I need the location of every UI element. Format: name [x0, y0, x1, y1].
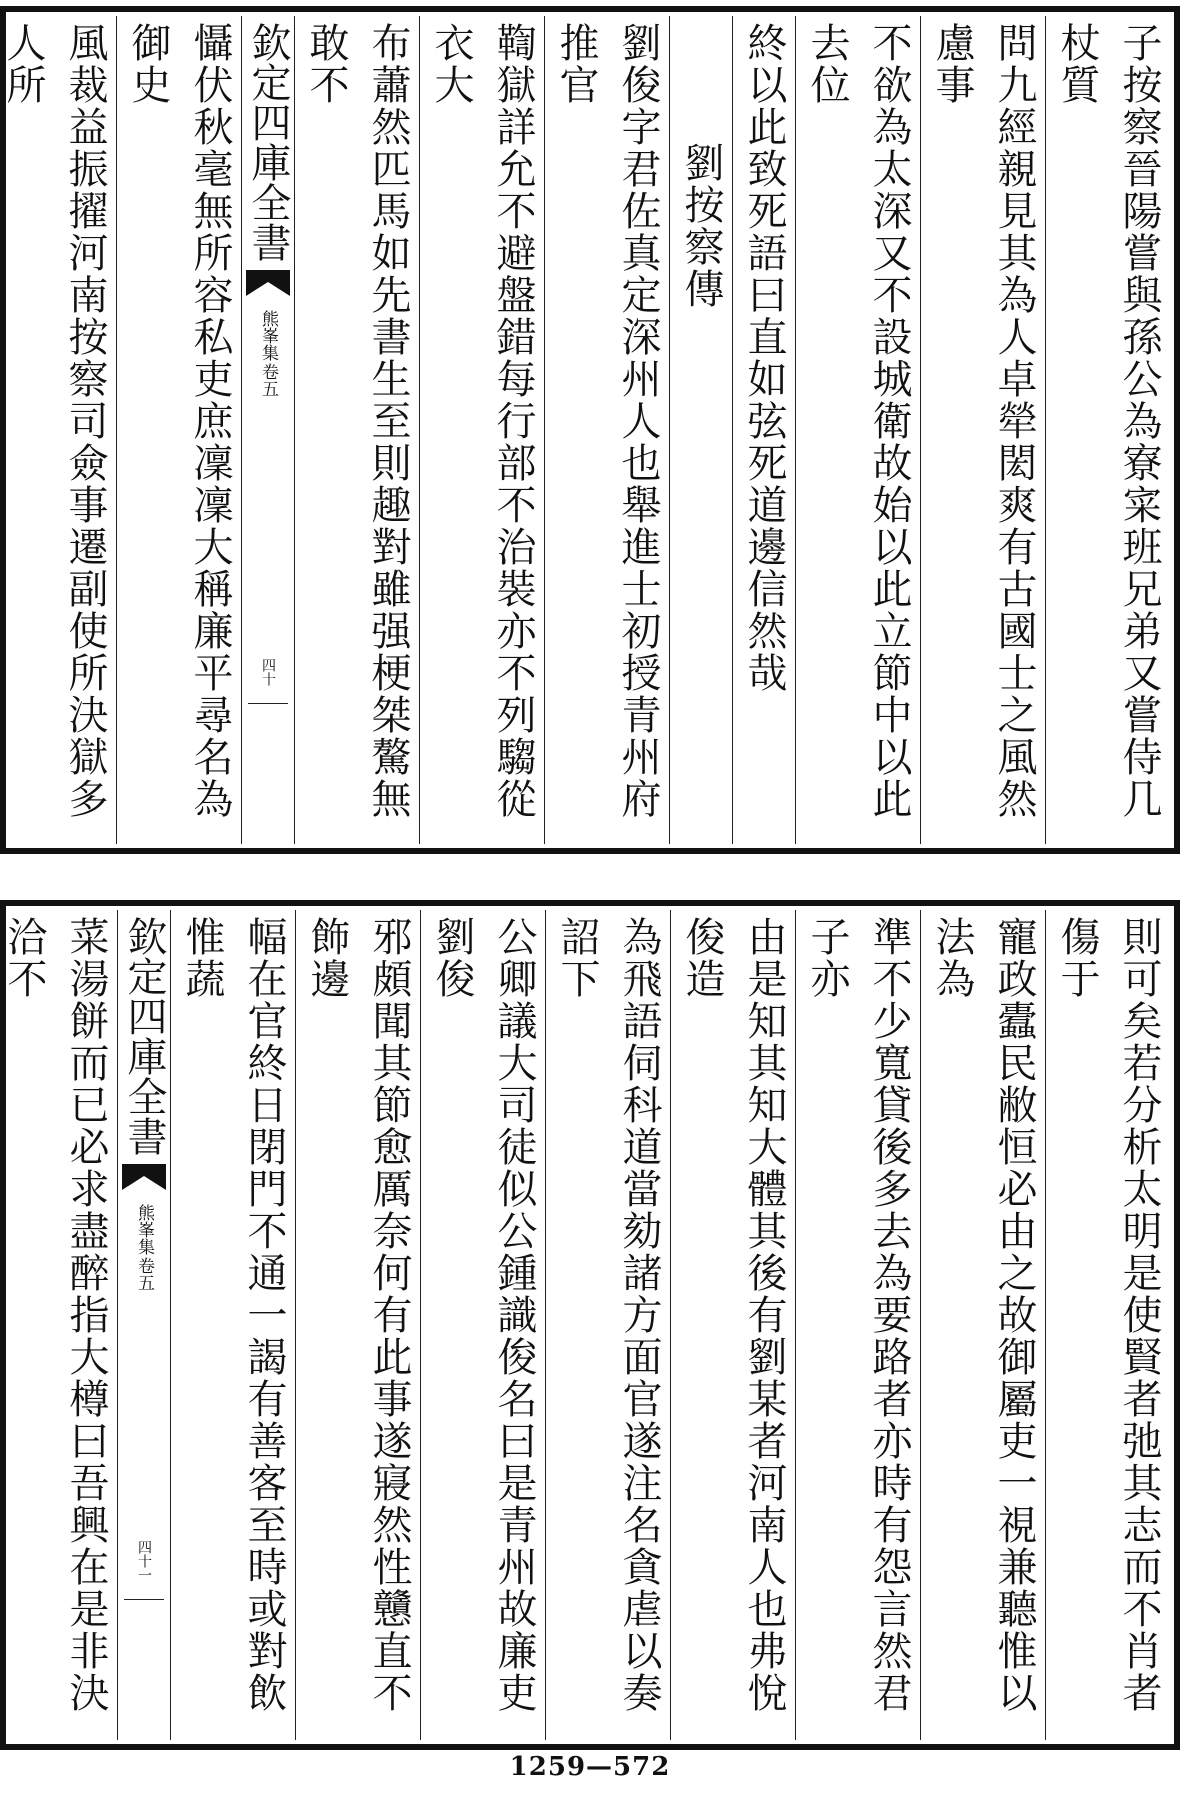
- spine-book-name: 熊峯集: [134, 1204, 154, 1255]
- spine-rule: [248, 703, 288, 705]
- text-column: 準不少寬貸後多去為要路者亦時有怨言然君子亦: [795, 910, 920, 1740]
- text-column: 布蕭然匹馬如先書生至則趣對雖强梗桀驁無敢不: [294, 16, 419, 844]
- page-footer-number: 1259—572: [509, 1752, 671, 1782]
- spine-rule: [124, 1599, 164, 1601]
- text-column: 子按察晉陽嘗與孫公為寮寀班兄弟又嘗侍几杖質: [1045, 16, 1170, 844]
- spine-volume: 卷五: [258, 363, 278, 397]
- center-spine-top: [241, 16, 294, 844]
- spine-book-name: 熊峯集: [258, 310, 278, 361]
- spine-page-number: 四十: [260, 658, 276, 686]
- text-columns-bottom: [1, 910, 1170, 1740]
- section-heading: 劉按察傳: [669, 16, 732, 844]
- text-column: 問九經親見其為人卓犖閎爽有古國士之風然慮事: [920, 16, 1045, 844]
- center-spine-bottom: [117, 910, 170, 1740]
- text-column: 鞫獄詳允不避盤錯每行部不治裝亦不列騶從衣大: [419, 16, 544, 844]
- text-column: 劉俊字君佐真定深州人也舉進士初授青州府推官: [544, 16, 669, 844]
- text-column: 由是知其知大體其後有劉某者河南人也弗悅俊造: [670, 910, 795, 1740]
- text-column: 為飛語伺科道當劾諸方面官遂注名貪虐以奏詔下: [545, 910, 670, 1740]
- text-column: 終以此致死語曰直如弦死道邊信然哉: [732, 16, 795, 844]
- page-panel-top: [0, 6, 1180, 854]
- spine-title: 欽定四庫全書: [121, 916, 167, 1156]
- spine-page-number: 四十一: [136, 1540, 152, 1582]
- page-panel-bottom: [0, 900, 1180, 1750]
- fishtail-mark-icon: [246, 270, 290, 296]
- text-column: 則可矣若分析太明是使賢者弛其志而不肖者傷于: [1045, 910, 1170, 1740]
- fishtail-mark-icon: [122, 1164, 166, 1190]
- spine-volume: 卷五: [134, 1257, 154, 1291]
- spine-book-info: [134, 1204, 154, 1291]
- text-column: 菜湯餅而已必求盡醉指大樽曰吾興在是非決洽不: [0, 910, 117, 1740]
- text-column: 幅在官終日閉門不通一謁有善客至時或對飲惟蔬: [170, 910, 295, 1740]
- text-column: 懾伏秋毫無所容私吏庶凜凜大稱廉平尋名為御史: [116, 16, 241, 844]
- text-column: 公卿議大司徒似公鍾識俊名曰是青州故廉吏劉俊: [420, 910, 545, 1740]
- spine-title: 欽定四庫全書: [245, 22, 291, 262]
- text-column: 不欲為太深又不設城衛故始以此立節中以此去位: [795, 16, 920, 844]
- text-column: 寵政蠹民敝恒必由之故御屬吏一視兼聽惟以法為: [920, 910, 1045, 1740]
- spine-book-info: [258, 310, 278, 397]
- text-column: 風裁益振擢河南按察司僉事遷副使所決獄多人所: [0, 16, 116, 844]
- text-column: 邪頗聞其節愈厲奈何有此事遂寢然性戇直不飾邊: [295, 910, 420, 1740]
- text-columns-top: [0, 16, 1170, 844]
